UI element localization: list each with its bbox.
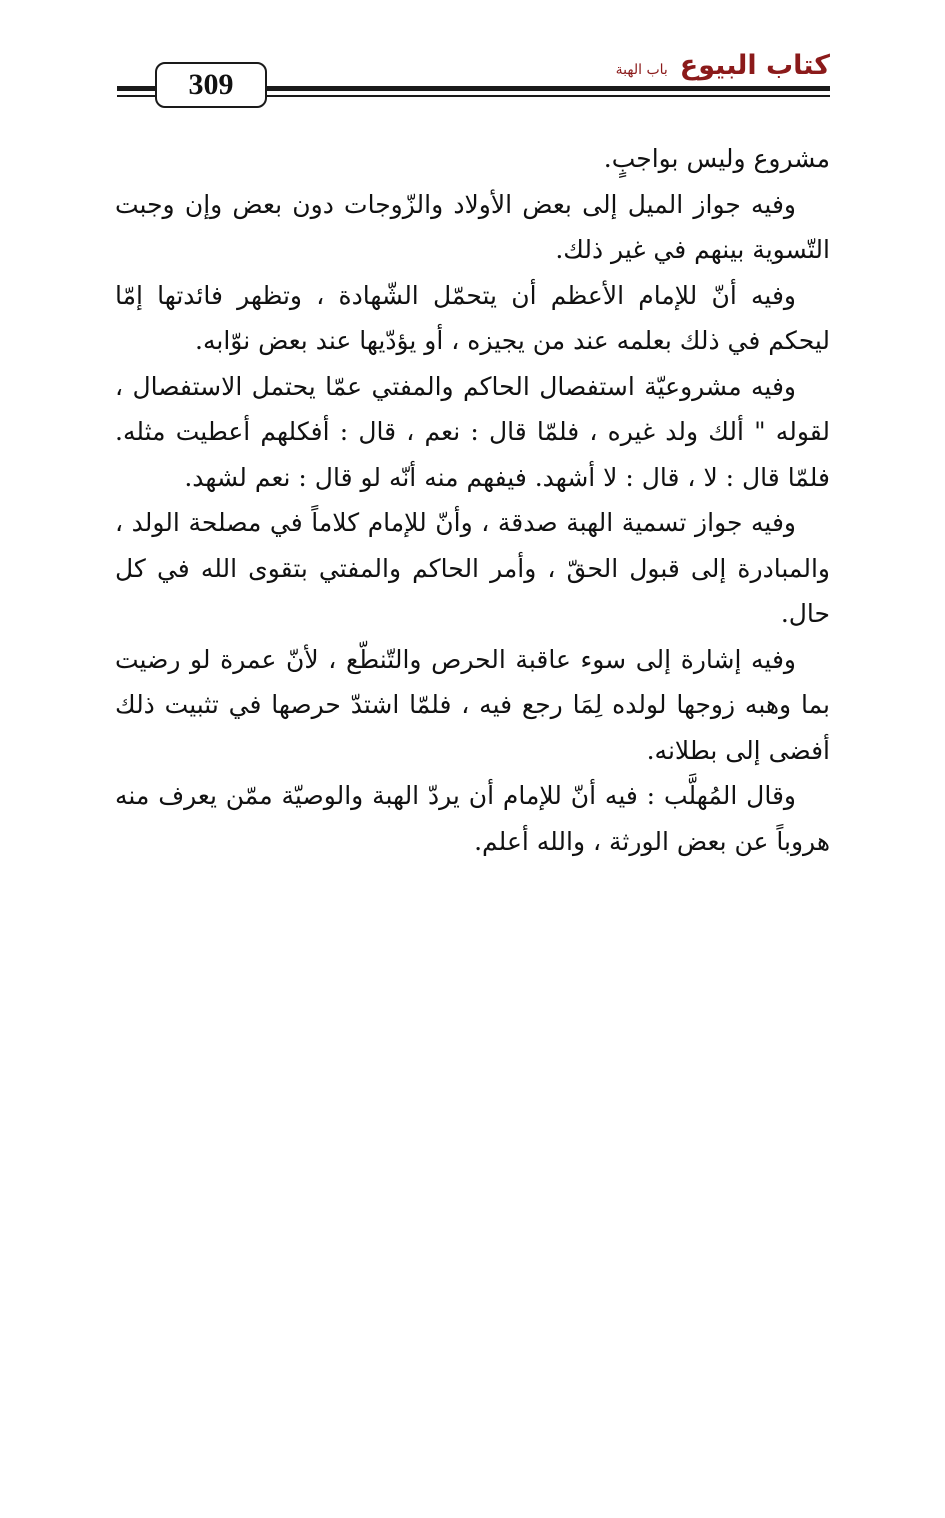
paragraph: وقال المُهلَّب : فيه أنّ للإمام أن يردّ الهبة والوصيّة ممّن يعرف منه هروباً عن بعض الورثة ، والله أعلم. bbox=[115, 781, 830, 856]
book-title: كتاب البيوع bbox=[679, 50, 830, 81]
page-header bbox=[0, 0, 945, 120]
paragraph: وفيه جواز تسمية الهبة صدقة ، وأنّ للإمام كلاماً في مصلحة الولد ، والمبادرة إلى قبول الحقّ ، وأمر الحاكم والمفتي بتقوى الله في كل حال. bbox=[115, 508, 830, 628]
page-number-box bbox=[155, 62, 267, 108]
page-number: 309 bbox=[188, 68, 234, 101]
running-head bbox=[616, 50, 830, 81]
paragraph: وفيه إشارة إلى سوء عاقبة الحرص والتّنطّع ، لأنّ عمرة لو رضيت بما وهبه زوجها لولده لِمَا رجع فيه ، فلمّا اشتدّ حرصها في تثبيت ذلك أفضى إلى بطلانه. bbox=[115, 644, 830, 765]
chapter-title: باب الهبة bbox=[615, 62, 668, 78]
page-body bbox=[115, 136, 830, 864]
paragraph: وفيه جواز الميل إلى بعض الأولاد والزّوجات دون بعض وإن وجبت التّسوية بينهم في غير ذلك. bbox=[115, 189, 830, 264]
paragraph: وفيه أنّ للإمام الأعظم أن يتحمّل الشّهادة ، وتظهر فائدتها إمّا ليحكم في ذلك بعلمه عند من يجيزه ، أو يؤدّيها عند بعض نوّابه. bbox=[115, 280, 830, 355]
paragraph-continuation: مشروع وليس بواجبٍ. bbox=[603, 144, 830, 173]
paragraph: وفيه مشروعيّة استفصال الحاكم والمفتي عمّا يحتمل الاستفصال ، لقوله " ألك ولد غيره ، فلمّا قال : نعم ، قال : أفكلهم أعطيت مثله. فلمّا قال : لا ، قال : لا أشهد. فيفهم منه أنّه لو قال : نعم لشهد. bbox=[115, 371, 830, 492]
